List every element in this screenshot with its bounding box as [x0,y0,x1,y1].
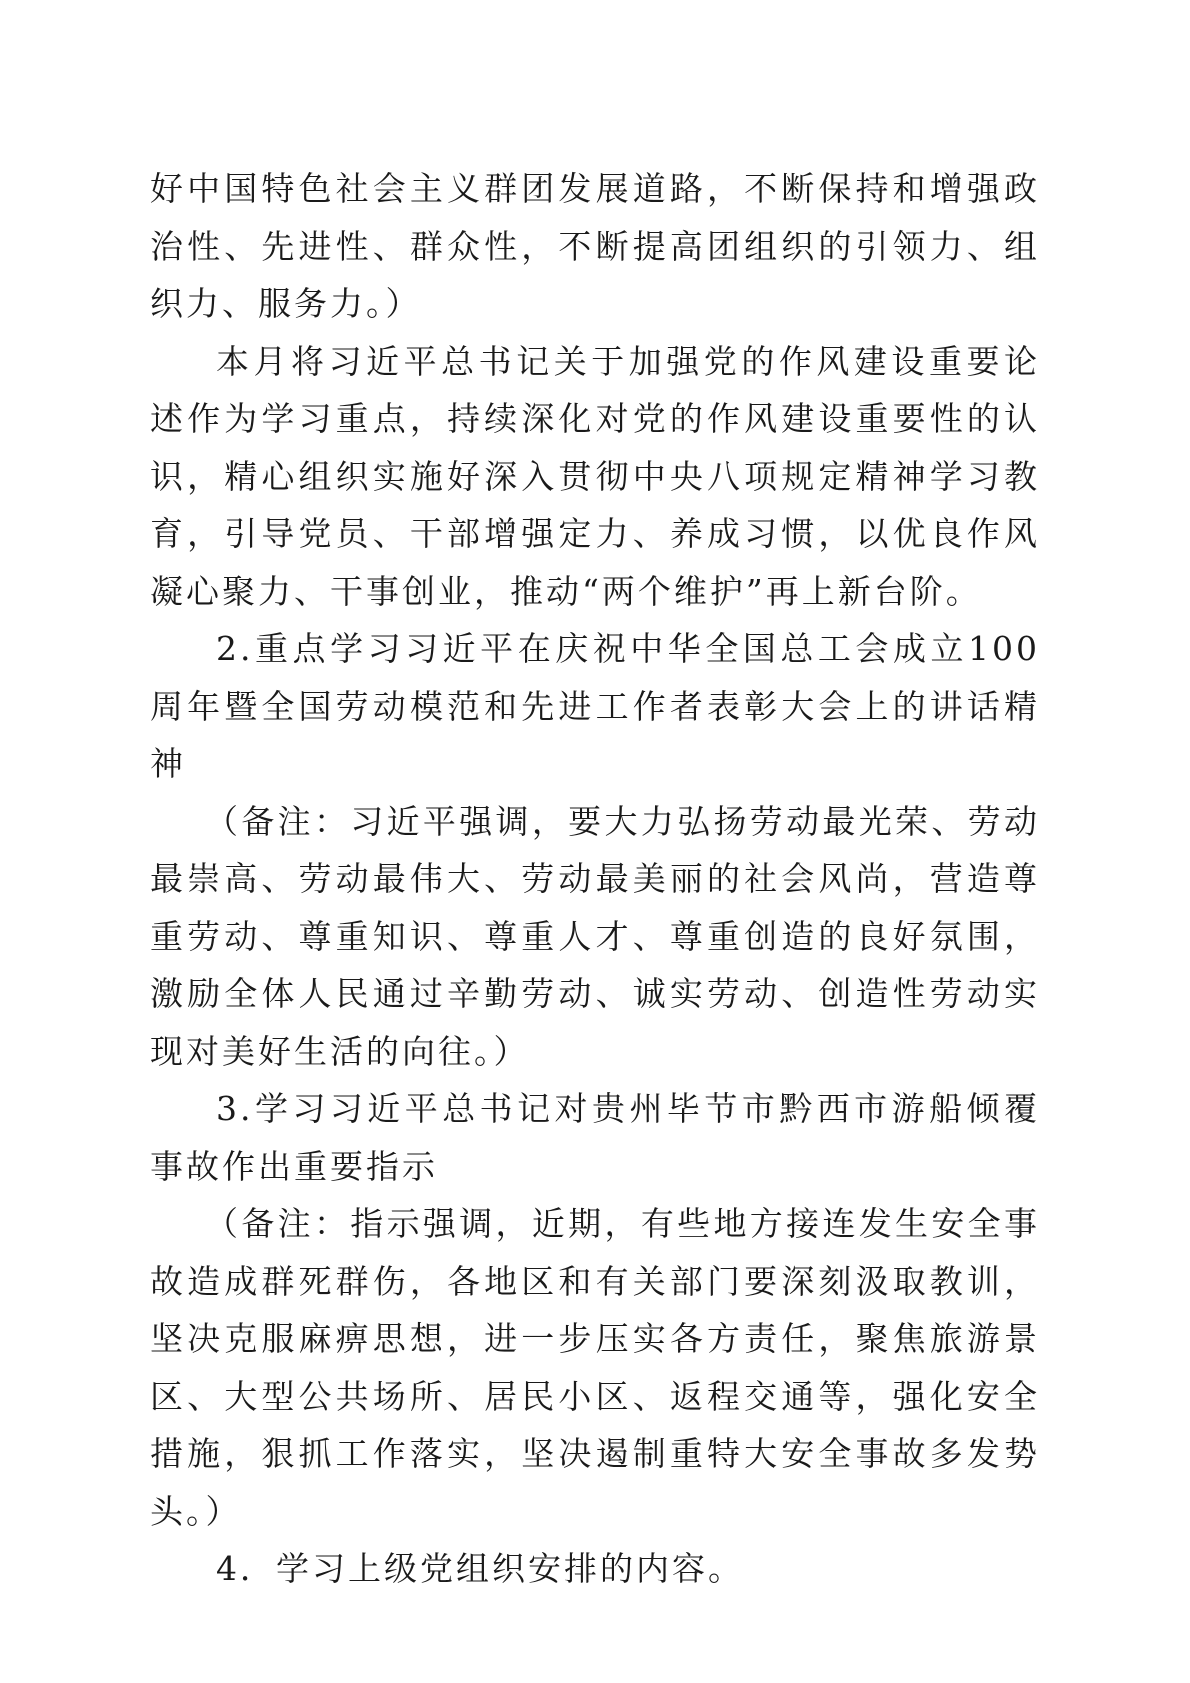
document-body [150,160,1040,1598]
item-3-heading: 3.学习习近平总书记对贵州毕节市黔西市游船倾覆事故作出重要指示 [150,1089,1040,1186]
paragraph-study-focus: 本月将习近平总书记关于加强党的作风建设重要论述作为学习重点，持续深化对党的作风建设重要性的认识，精心组织实施好深入贯彻中央八项规定精神学习教育，引导党员、干部增强定力、养成习惯，以优良作风凝心聚力、干事创业，推动“两个维护”再上新台阶。 [150,341,1040,611]
item-4-heading: 4．学习上级党组织安排的内容。 [216,1549,744,1588]
item-3-note: （备注：指示强调，近期，有些地方接连发生安全事故造成群死群伤，各地区和有关部门要深刻汲取教训，坚决克服麻痹思想，进一步压实各方责任，聚焦旅游景区、大型公共场所、居民小区、返程交通等，强化安全措施，狠抓工作落实，坚决遏制重特大安全事故多发势头。） [150,1204,1040,1531]
item-2-note: （备注：习近平强调，要大力弘扬劳动最光荣、劳动最崇高、劳动最伟大、劳动最美丽的社会风尚，营造尊重劳动、尊重知识、尊重人才、尊重创造的良好氛围，激励全体人民通过辛勤劳动、诚实劳动、创造性劳动实现对美好生活的向往。） [150,801,1040,1071]
item-2-heading: 2.重点学习习近平在庆祝中华全国总工会成立100周年暨全国劳动模范和先进工作者表彰大会上的讲话精神 [150,629,1040,783]
paragraph-continuation: 好中国特色社会主义群团发展道路，不断保持和增强政治性、先进性、群众性，不断提高团组织的引领力、组织力、服务力。） [150,169,1040,323]
